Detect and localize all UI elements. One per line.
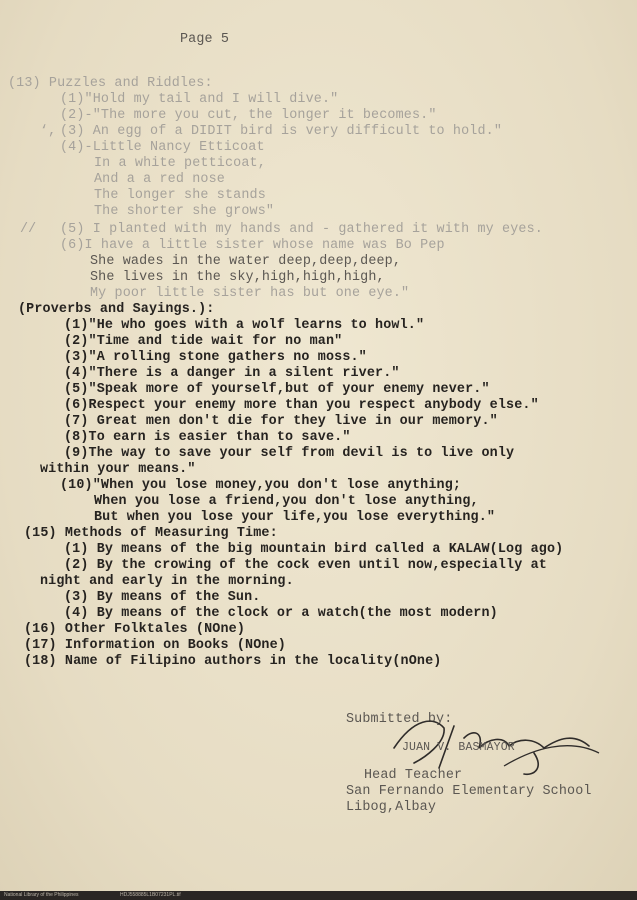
riddle-line: In a white petticoat, (94, 156, 266, 171)
riddle-line: (1)"Hold my tail and I will dive." (60, 92, 339, 107)
riddles-heading: (13) Puzzles and Riddles: (8, 76, 213, 91)
proverb-item: (1)"He who goes with a wolf learns to howl." (64, 318, 425, 333)
proverbs-heading: (Proverbs and Sayings.): (18, 302, 215, 317)
section-16: (16) Other Folktales (NOne) (24, 622, 246, 637)
proverb-item: (10)"When you lose money,you don't lose anything; (60, 478, 462, 493)
proverb-item: But when you lose your life,you lose everything." (94, 510, 496, 525)
riddle-line: The longer she stands (94, 188, 266, 203)
riddle-line: (4)-Little Nancy Etticoat (60, 140, 265, 155)
school-name: San Fernando Elementary School (346, 784, 592, 799)
proverb-item: When you lose a friend,you don't lose anything, (94, 494, 479, 509)
page-label: Page 5 (180, 32, 230, 47)
margin-mark: ‘, (40, 124, 57, 139)
proverb-item: (5)"Speak more of yourself,but of your enemy never." (64, 382, 490, 397)
riddle-line: (5) I planted with my hands and - gathered it with my eyes. (60, 222, 543, 237)
proverb-item: (8)To earn is easier than to save." (64, 430, 351, 445)
archive-footer (0, 891, 637, 900)
margin-mark: // (20, 222, 37, 237)
time-method-item: (2) By the crowing of the cock even until now,especially at (64, 558, 547, 573)
time-method-item: (1) By means of the big mountain bird called a KALAW(Log ago) (64, 542, 564, 557)
archive-label: National Library of the Philippines (4, 892, 79, 898)
riddle-line: My poor little sister has but one eye." (90, 286, 410, 301)
section-18: (18) Name of Filipino authors in the locality(nOne) (24, 654, 442, 669)
time-method-item: (3) By means of the Sun. (64, 590, 261, 605)
proverb-item: (3)"A rolling stone gathers no moss." (64, 350, 367, 365)
submitted-by-label: Submitted by: (346, 712, 453, 727)
time-methods-heading: (15) Methods of Measuring Time: (24, 526, 278, 541)
riddle-line: (2)-"The more you cut, the longer it becomes." (60, 108, 437, 123)
file-id-label: HDJ558885L1B07231PL.tif (120, 892, 181, 898)
proverb-item: (2)"Time and tide wait for no man" (64, 334, 343, 349)
proverb-item: (7) Great men don't die for they live in our memory." (64, 414, 498, 429)
school-location: Libog,Albay (346, 800, 437, 815)
proverb-item: within your means." (40, 462, 196, 477)
riddle-line: (3) An egg of a DIDIT bird is very difficult to hold." (60, 124, 503, 139)
riddle-line: The shorter she grows" (94, 204, 275, 219)
riddle-line: She wades in the water deep,deep,deep, (90, 254, 402, 269)
proverb-item: (6)Respect your enemy more than you respect anybody else." (64, 398, 539, 413)
time-method-item: (4) By means of the clock or a watch(the most modern) (64, 606, 498, 621)
time-method-item: night and early in the morning. (40, 574, 294, 589)
section-17: (17) Information on Books (NOne) (24, 638, 286, 653)
riddle-line: And a a red nose (94, 172, 225, 187)
signatory-title: Head Teacher (364, 768, 463, 783)
riddle-line: (6)I have a little sister whose name was Bo Pep (60, 238, 445, 253)
proverb-item: (4)"There is a danger in a silent river." (64, 366, 400, 381)
proverb-item: (9)The way to save your self from devil is to live only (64, 446, 515, 461)
riddle-line: She lives in the sky,high,high,high, (90, 270, 385, 285)
signatory-name: JUAN V. BASMAYOR (402, 741, 515, 754)
